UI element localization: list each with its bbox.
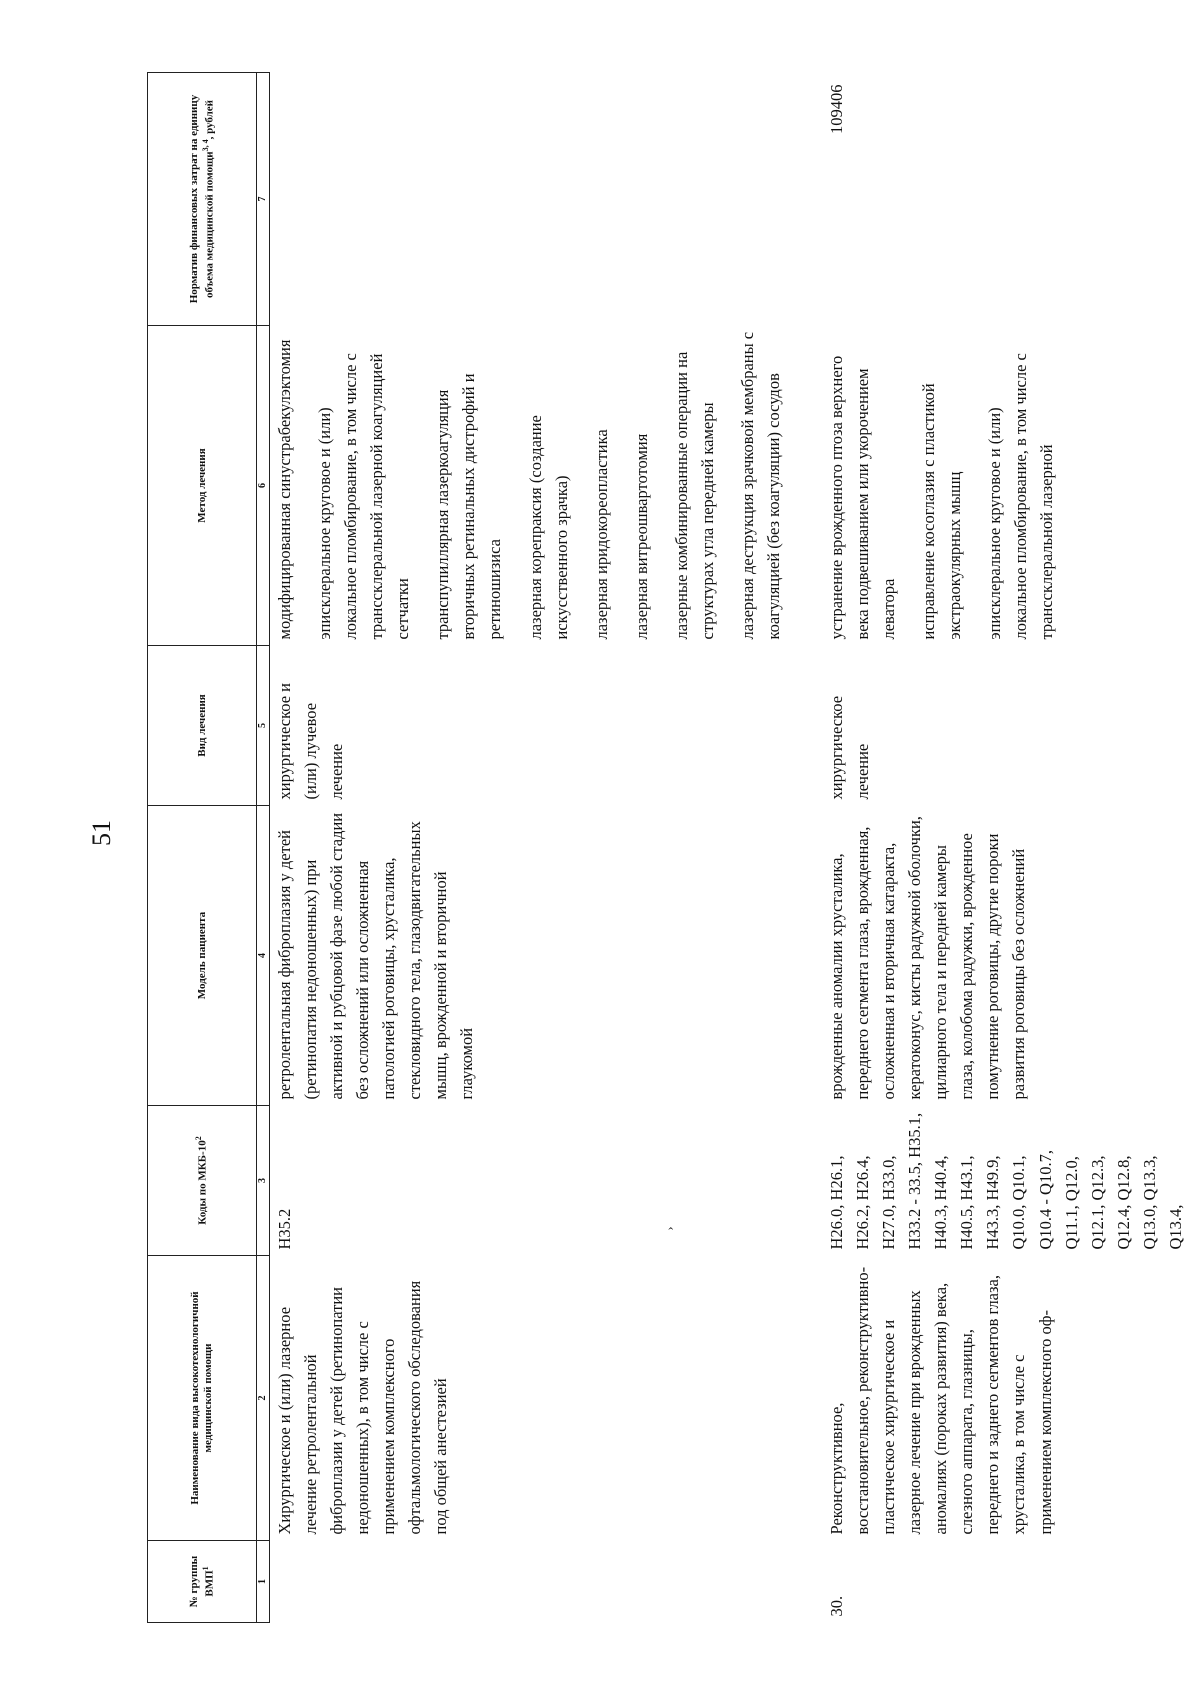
treatment-method: лазерные комбинированные операции на структурах угла передней камеры: [671, 351, 717, 640]
header-treatment-type: Вид лечения: [148, 646, 257, 806]
group-number-cell: 30.: [827, 1595, 846, 1617]
treatment-method: эписклеральное круговое и (или) локальное пломбирование, в том числе с транссклеральной лазерной: [985, 353, 1057, 640]
page-number: 51: [87, 820, 116, 846]
header-treatment-method: Метод лечения: [148, 326, 257, 646]
treatment-method: лазерная деструкция зрачковой мембраны с коагуляцией (без коагуляции) сосудов: [737, 331, 783, 640]
vmp-table: [147, 72, 1189, 1623]
treatment-method: устранение врожденного птоза верхнего века подвешиванием или укорочением леватора: [827, 355, 899, 640]
column-number: 7: [257, 73, 270, 326]
column-number: 6: [257, 326, 270, 646]
column-number: 4: [257, 806, 270, 1106]
patient-model-cell: ретролентальная фиброплазия у детей (ретинопатия недоношенных) при активной и рубцовой фазе любой стадии без осложнений или осложненная патологией роговицы, хрусталика, стекловидного тела, глазодвигательных мышц, врожденной и вторичной глаукомой: [275, 812, 477, 1100]
treatment-method: лазерная корепраксия (создание искусственного зрачка): [525, 415, 571, 640]
column-number: 3: [257, 1106, 270, 1256]
treatment-methods-cell: [270, 326, 823, 646]
treatment-type-cell: хирургическое лечение: [827, 695, 873, 800]
column-number: 5: [257, 646, 270, 806]
icd-codes-cell: H35.2: [275, 1208, 294, 1250]
financial-norm-cell: [270, 73, 823, 326]
table-row: [270, 73, 823, 1623]
financial-norm-cell: 109406: [827, 84, 846, 134]
vmp-table-container: [147, 73, 1187, 1623]
treatment-method: исправление косоглазия с пластикой экстраокулярных мышц: [919, 383, 965, 640]
header-icd-codes: Коды по МКБ-$10^2$: [148, 1106, 257, 1256]
table-row: [822, 73, 1189, 1623]
table-header-row: [148, 73, 257, 1623]
icd-codes-cell: H26.0, H26.1, H26.2, H26.4, H27.0, H33.0, H33.2 - 33.5, H35.1, H40.3, H40.4, H40.5, H43.1, H43.3, H49.9, Q10.0, Q10.1, Q10.4 - Q10.7, Q11.1, Q12.0, Q12.1, Q12.3, Q12.4, Q12.8, Q13.0, Q13.3, Q13.4,: [827, 1112, 1185, 1250]
scan-speck: ›: [662, 1226, 677, 1231]
treatment-methods-cell: [822, 326, 1189, 646]
treatment-method: эписклеральное круговое и (или) локальное пломбирование, в том числе с транссклеральной лазерной коагуляцией сетчатки: [315, 353, 413, 640]
header-group-number: № группы ВМП$^1$: [148, 1541, 257, 1623]
column-number: 1: [257, 1541, 270, 1623]
header-patient-model: Модель пациента: [148, 806, 257, 1106]
vmp-name-cell: Хирургическое и (или) лазерное лечение ретролентальной фиброплазии у детей (ретинопатии недоношенных), в том числе с применением комплексного офтальмологического обследования под общей анестезией: [275, 1280, 451, 1535]
vmp-name-cell: Реконструктивное, восстановительное, реконструктивно-пластическое хирургическое и лазерное лечение при врожденных аномалиях (пороках развития) века, слезного аппарата, глазницы, переднего и заднего сегментов глаза, хрусталика, в том числе с применением комплексного оф-: [827, 1266, 1055, 1535]
treatment-method: лазерная иридокореопластика: [591, 429, 611, 640]
column-number-row: [257, 73, 270, 1623]
treatment-method: транспупиллярная лазеркоагуляция вторичных ретинальных дистрофий и ретиношизиса: [433, 373, 505, 640]
treatment-type-cell: хирургическое и (или) лучевое лечение: [275, 683, 347, 800]
treatment-method: лазерная витреошвартотомия: [631, 433, 651, 640]
header-financial-norm: Норматив финансовых затрат на единицу объема медицинской помощи$^{3, 4}$, рублей: [148, 73, 257, 326]
group-number-cell: [270, 1541, 823, 1623]
patient-model-cell: врожденные аномалии хрусталика, переднего сегмента глаза, врожденная, осложненная и вторичная катаракта, кератоконус, кисты радужной оболочки, цилиарного тела и передней камеры глаза, колобома радужки, врожденное помутнение роговицы, другие пороки развития роговицы без осложнений: [827, 816, 1029, 1100]
header-vmp-name: Наименование вида высокотехнологичной медицинской помощи: [148, 1256, 257, 1541]
column-number: 2: [257, 1256, 270, 1541]
treatment-method: модифицированная синустрабекулэктомия: [275, 339, 294, 640]
